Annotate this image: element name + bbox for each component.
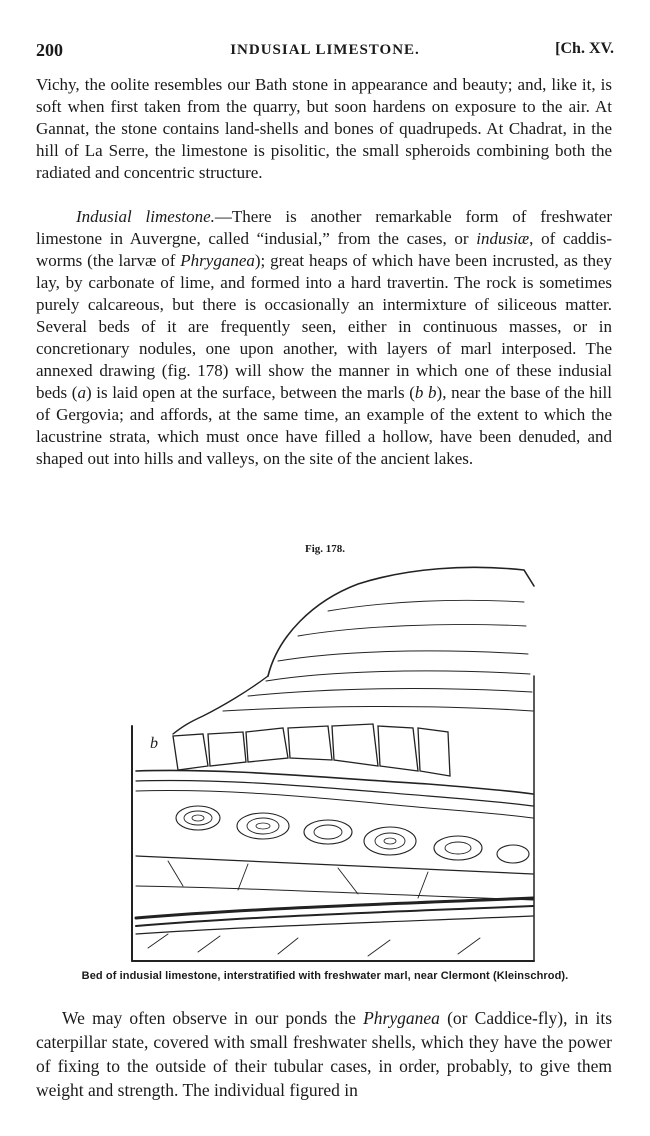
text-run: We may often observe in our ponds the: [62, 1008, 364, 1028]
paragraph-text: [36, 206, 612, 470]
figure-engraving: [128, 556, 542, 966]
page-number: 200: [36, 40, 63, 60]
paragraph-indusial: [36, 206, 612, 470]
italic-term: a: [77, 383, 86, 402]
hill-outline: [268, 567, 534, 676]
text-run: ), near the base of the hill of Gergovia; and affords, at the same time, an example of the extent to which the lacustrine strata, which must once have filled a hollow, have been denuded, and shaped out into hills and valleys, on the site of the ancient lakes.: [36, 383, 612, 468]
italic-term: Phryganea: [180, 251, 255, 270]
italic-term: indusiæ: [476, 229, 530, 248]
text-run: ) is laid open at the surface, between the marls (: [85, 383, 415, 402]
text-run: , of caddis-worms (the larvæ of: [36, 229, 612, 270]
paragraph-oolite: [36, 74, 612, 184]
figure-label: Fig. 178.: [304, 543, 346, 555]
paragraph-caddice: [36, 1006, 612, 1102]
italic-term: b b: [414, 383, 437, 402]
text-run: (or Caddice-fly), in its caterpillar state, covered with small freshwater shells, which they have the power of fixing to the outside of their tubular cases, in order, probably, to give them weight and strength. The individual figured in: [36, 1008, 613, 1100]
text-run: ); great heaps of which have been incrusted, as they lay, by carbonate of lime, and formed into a hard travertin. The rock is sometimes purely calcareous, but there is occasionally an intermixture of siliceous matter. Several beds of it are frequently seen, either in continuous masses, or in concretionary nodules, one upon another, with layers of marl interposed. The annexed drawing (fig. 178) will show the manner in which one of these indusial beds (: [36, 251, 613, 402]
chapter-label: [Ch. XV.: [555, 40, 614, 57]
running-title: INDUSIAL LIMESTONE.: [230, 42, 420, 58]
paragraph-text: [36, 1006, 612, 1102]
page-header: [36, 40, 614, 66]
italic-term: Phryganea: [363, 1008, 440, 1028]
figure-letter-b: b: [150, 735, 158, 752]
text-run: —There is another remarkable form of freshwater limestone in Auvergne, called “indusial,” from the cases, or: [36, 207, 612, 248]
paragraph-text: Vichy, the oolite resembles our Bath stone in appearance and beauty; and, like it, is soft when first taken from the quarry, but soon hardens on exposure to the air. At Gannat, the stone contains land-shells and bones of quadrupeds. At Chadrat, in the hill of La Serre, the limestone is pisolitic, the small spheroids combining both the radiated and concentric structure.: [36, 75, 612, 182]
lead-phrase: Indusial limestone.: [76, 207, 215, 226]
engraving-illustration: [128, 556, 542, 966]
figure-caption: Bed of indusial limestone, interstratified with freshwater marl, near Clermont (Kleinschrod).: [81, 970, 569, 982]
